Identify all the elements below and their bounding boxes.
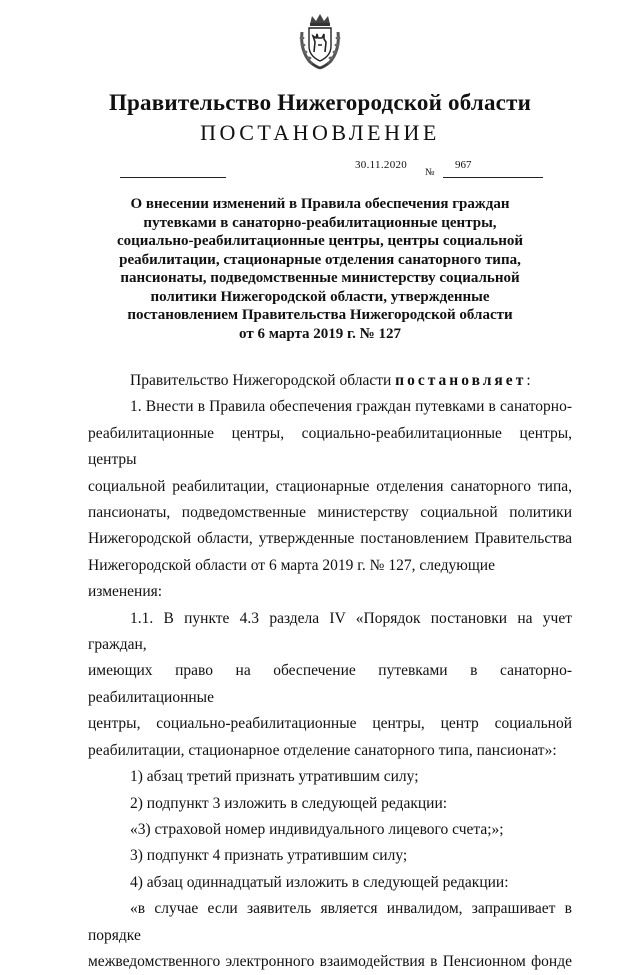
list-item: 4) абзац одиннадцатый изложить в следующей редакции: (130, 873, 509, 891)
intro-paragraph (88, 368, 572, 394)
list-item: 3) подпункт 4 признать утратившим силу; (130, 847, 408, 865)
paragraph-1-line: социальной реабилитации, стационарные отделения санаторного типа, (88, 477, 572, 495)
document-date: 30.11.2020 (355, 159, 408, 171)
list-item: 1) абзац третий признать утратившим силу; (130, 768, 419, 786)
paragraph-1-line: пансионаты, подведомственные министерству социальной политики (88, 504, 572, 522)
intro-decree-word: постановляет (395, 372, 527, 389)
number-line (443, 177, 543, 178)
subject-line: путевками в санаторно-реабилитационные центры, (143, 214, 497, 231)
paragraph-2-line: 1.1. В пункте 4.3 раздела IV «Порядок постановки на учет граждан, (88, 609, 572, 654)
paragraph-1-line: Нижегородской области от 6 марта 2019 г. № 127, следующие изменения: (88, 556, 495, 601)
subject-line: пансионаты, подведомственные министерству социальной (120, 270, 520, 286)
paragraph-2-line: центры, социально-реабилитационные центры, центр социальной (88, 715, 572, 733)
document-subject (0, 195, 640, 343)
paragraph-2-line: реабилитации, стационарное отделение санаторного типа, пансионат»: (88, 741, 557, 759)
subject-line: политики Нижегородской области, утвержденные (150, 288, 490, 305)
subject-line: социально-реабилитационные центры, центры социальной (116, 233, 524, 249)
number-sign: № (425, 167, 435, 178)
subject-line: постановлением Правительства Нижегородской области (127, 307, 513, 323)
paragraph-3-line: «в случае если заявитель является инвалидом, запрашивает в порядке (88, 900, 572, 944)
paragraph-1-line: 1. Внести в Правила обеспечения граждан путевками в санаторно- (130, 398, 572, 416)
paragraph-3-line: межведомственного электронного взаимодействия в Пенсионном фонде (88, 952, 572, 970)
subject-line: реабилитации, стационарные отделения санаторного типа, (119, 251, 521, 268)
paragraph-2-line: имеющих право на обеспечение путевками в санаторно-реабилитационные (88, 662, 572, 706)
subject-line: от 6 марта 2019 г. № 127 (239, 325, 401, 342)
intro-text: Правительство Нижегородской области (130, 372, 396, 389)
document-type: ПОСТАНОВЛЕНИЕ (200, 120, 440, 145)
paragraph-1-line: реабилитационные центры, социально-реабилитационные центры, центры (88, 424, 572, 469)
list-item: «3) страховой номер индивидуального лицевого счета;»; (130, 820, 504, 838)
coat-of-arms-emblem (298, 12, 342, 70)
subject-line: О внесении изменений в Правила обеспечения граждан (130, 196, 510, 212)
paragraph-1-line: Нижегородской области, утвержденные постановлением Правительства (88, 530, 572, 548)
list-item: 2) подпункт 3 изложить в следующей редакции: (130, 794, 448, 812)
date-left-line (120, 177, 226, 178)
government-title: Правительство Нижегородской области (108, 90, 532, 115)
intro-colon: : (526, 372, 531, 389)
document-number: 967 (455, 159, 472, 171)
document-body (88, 368, 572, 975)
